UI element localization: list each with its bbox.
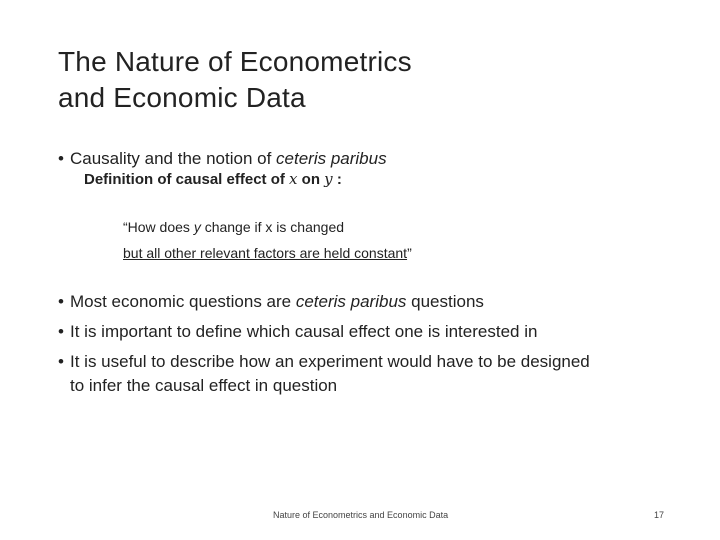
bullet-dot-icon: •	[58, 149, 64, 168]
definition-prefix: Definition of causal effect of	[84, 171, 290, 188]
quote-text: change if x is changed	[200, 219, 345, 235]
bullet-text: questions	[406, 292, 484, 311]
page-number: 17	[654, 510, 665, 520]
slide-title	[58, 44, 678, 116]
title-line-2: and Economic Data	[58, 82, 306, 113]
bullet-causality	[58, 149, 387, 169]
title-line-1: The Nature of Econometrics	[58, 46, 412, 77]
bullet-define-causal-effect	[58, 322, 537, 342]
bullet-text: It is important to define which causal effect one is interested in	[70, 322, 538, 341]
bullet-ceteris-paribus-questions	[58, 292, 484, 312]
bullet-dot-icon: •	[58, 352, 64, 371]
bullet-dot-icon: •	[58, 292, 64, 311]
quote-underlined-text: but all other relevant factors are held constant	[123, 245, 408, 261]
bullet-dot-icon: •	[58, 322, 64, 341]
bullet-experiment	[58, 352, 590, 372]
bullet-text: Causality and the notion of	[70, 149, 277, 168]
definition-middle: on	[297, 171, 325, 188]
quote-text: “How does	[123, 219, 194, 235]
variable-y: y	[324, 170, 333, 188]
bullet-text: to infer the causal effect in question	[70, 376, 338, 395]
quote-line-2	[123, 245, 412, 261]
quote-close-mark: ”	[407, 245, 412, 261]
definition-line	[84, 170, 342, 188]
bullet-italic: ceteris paribus	[276, 149, 387, 168]
bullet-italic: ceteris paribus	[295, 292, 407, 311]
bullet-text: It is useful to describe how an experiment would have to be designed	[70, 352, 590, 371]
variable-x: x	[289, 170, 298, 188]
bullet-experiment-continuation	[70, 376, 337, 396]
bullet-text: Most economic questions are	[70, 292, 296, 311]
definition-suffix: :	[332, 171, 342, 188]
quote-line-1	[123, 219, 344, 235]
quote-italic-y: y	[193, 219, 201, 235]
footer-text: Nature of Econometrics and Economic Data	[273, 510, 449, 520]
